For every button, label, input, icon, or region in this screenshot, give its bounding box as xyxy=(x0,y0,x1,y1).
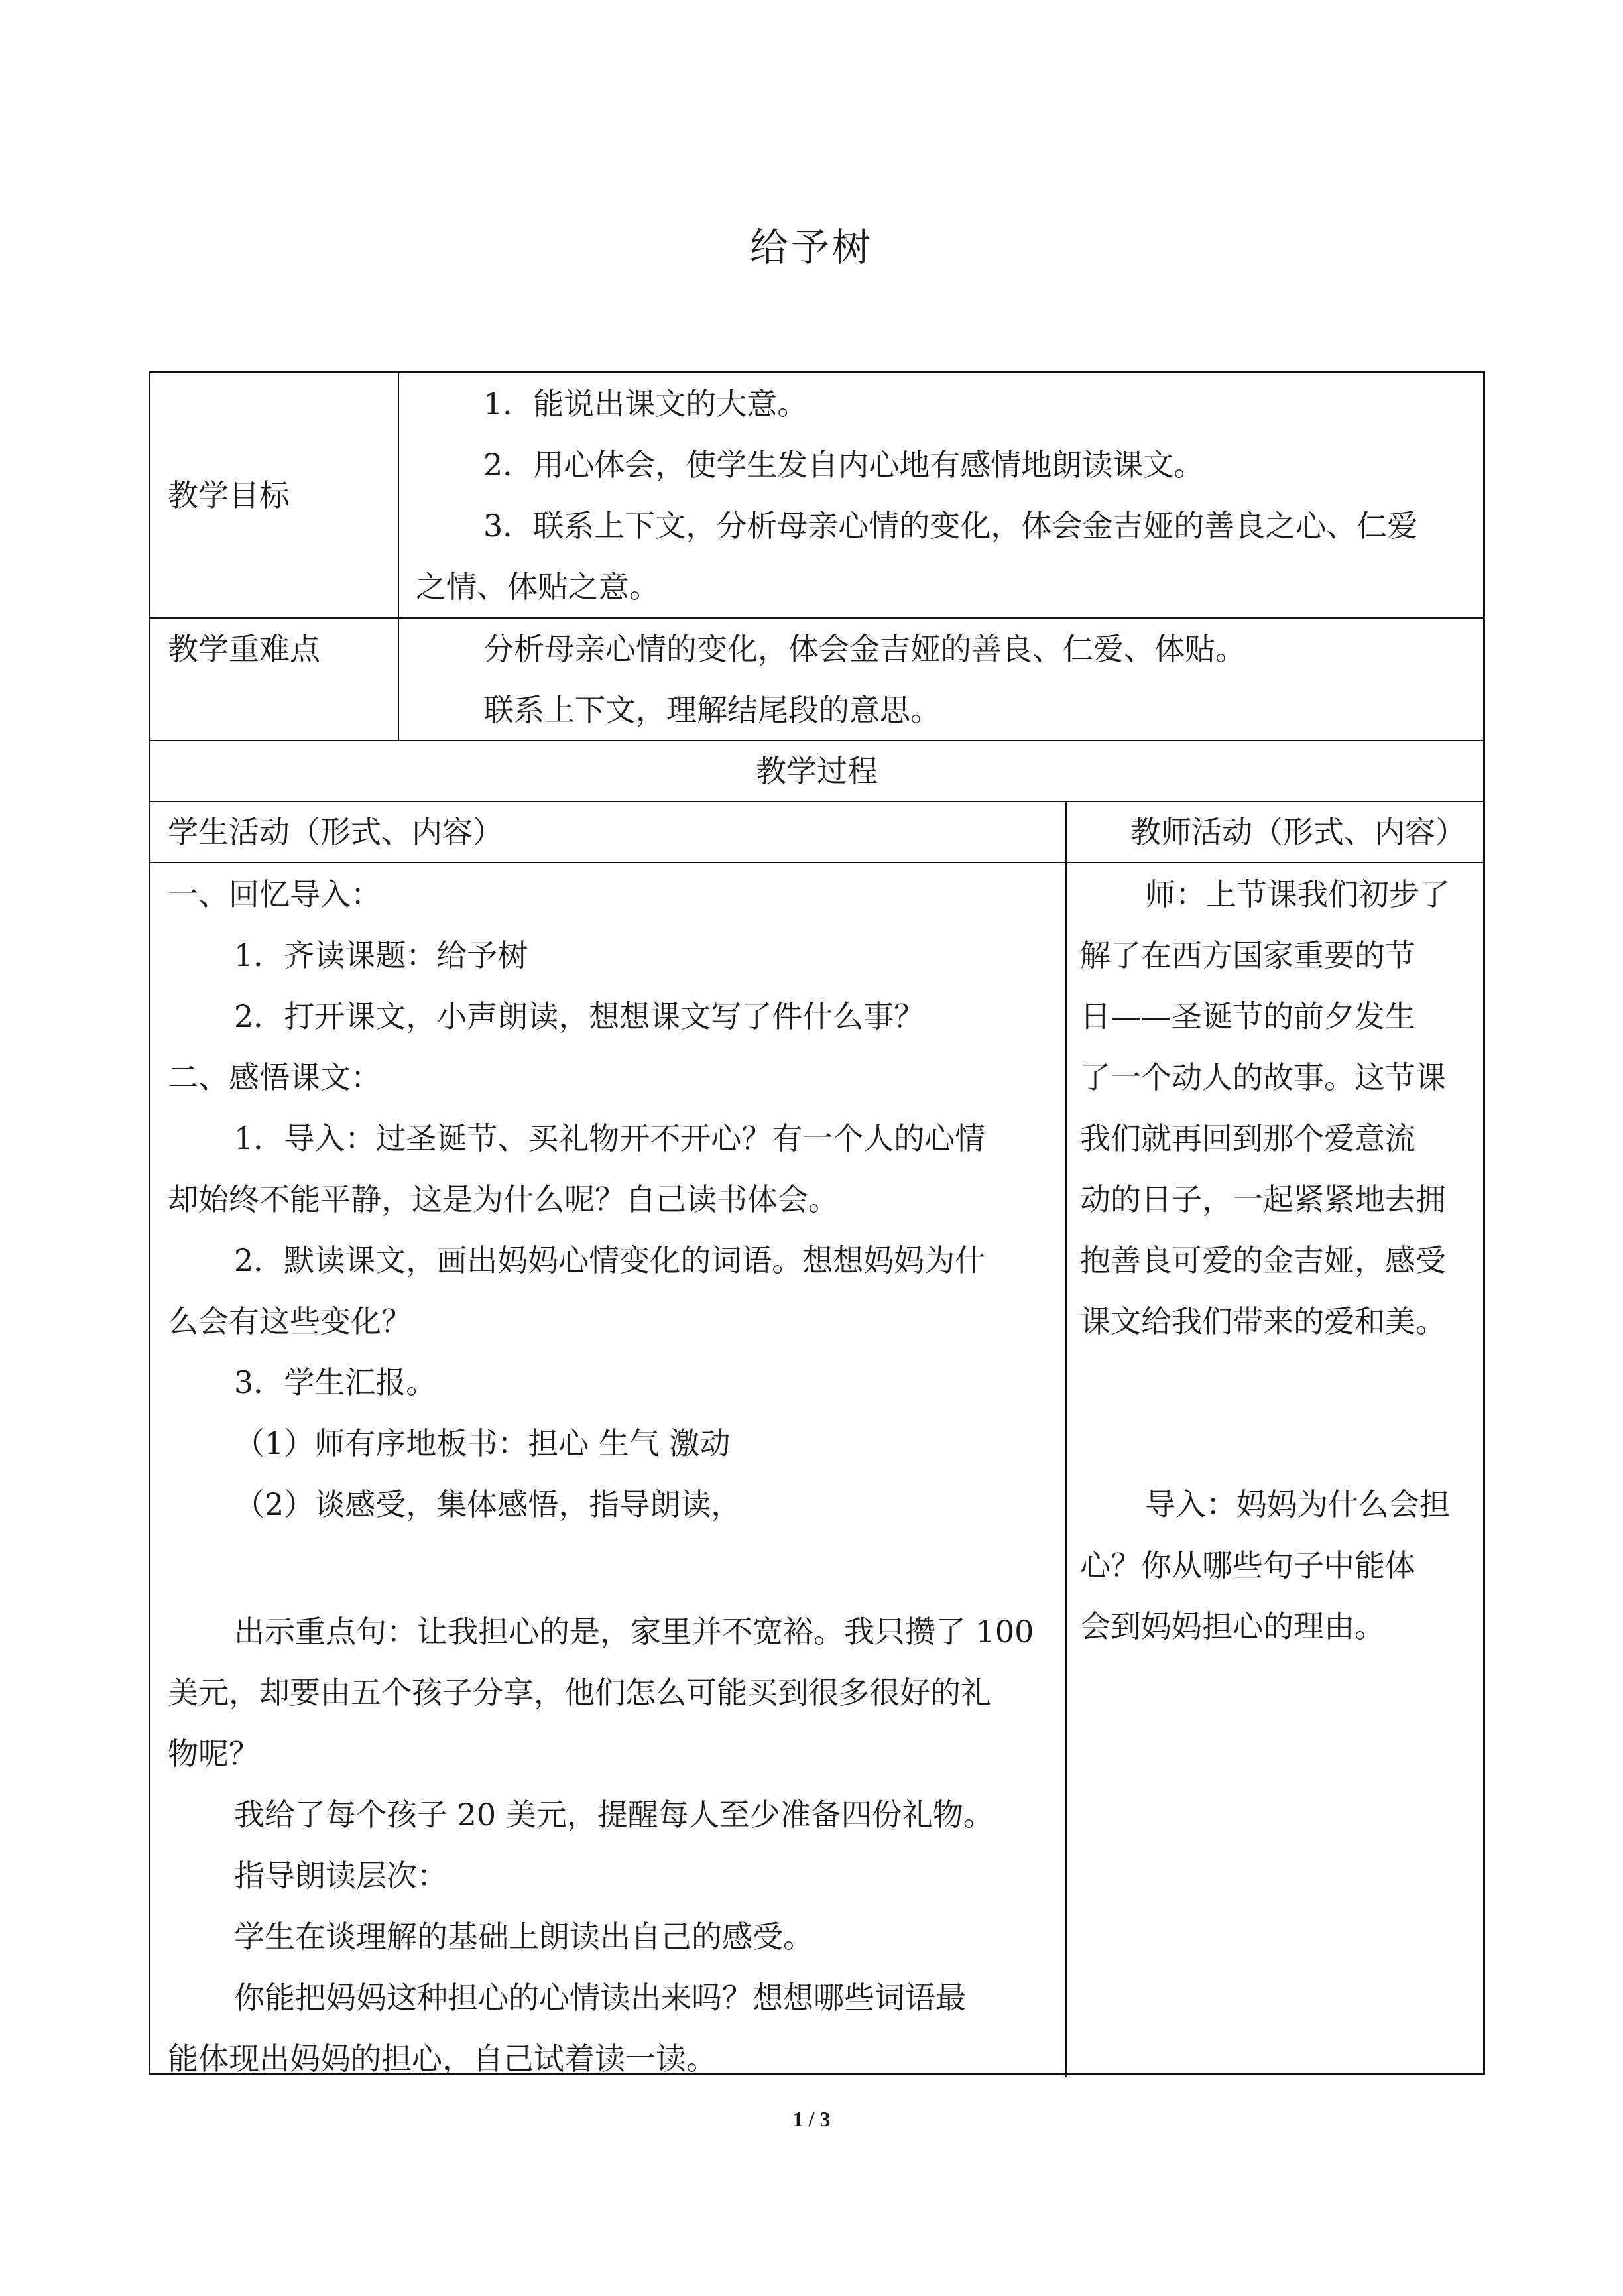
objective-item: 1．能说出课文的大意。 xyxy=(483,386,808,422)
student-line: 指导朗读层次： xyxy=(234,1858,448,1894)
student-line: 物呢？ xyxy=(168,1736,259,1772)
page-number: 1 / 3 xyxy=(792,2107,831,2131)
student-line: 3．学生汇报。 xyxy=(234,1364,437,1400)
student-line: 2．默读课文，画出妈妈心情变化的词语。想想妈妈为什 xyxy=(234,1242,986,1278)
student-line: 出示重点句：让我担心的是，家里并不宽裕。我只攒了 100 xyxy=(234,1614,1034,1650)
student-line: 学生在谈理解的基础上朗读出自己的感受。 xyxy=(234,1919,813,1955)
teacher-line: 师：上节课我们初步了 xyxy=(1145,876,1450,912)
student-line: 一、回忆导入： xyxy=(168,876,381,912)
objective-item: 之情、体贴之意。 xyxy=(416,569,660,605)
teacher-line: 导入：妈妈为什么会担 xyxy=(1145,1486,1450,1522)
document-title: 给予树 xyxy=(749,225,873,270)
student-line: 二、感悟课文： xyxy=(168,1059,381,1095)
objectives-label: 教学目标 xyxy=(168,477,290,513)
key-points-label: 教学重难点 xyxy=(168,631,320,667)
student-line: 我给了每个孩子 20 美元，提醒每人至少准备四份礼物。 xyxy=(234,1797,994,1833)
student-line: 1．齐读课题：给予树 xyxy=(234,937,528,973)
student-line: 美元，却要由五个孩子分享，他们怎么可能买到很多很好的礼 xyxy=(168,1675,991,1711)
divider-label-column xyxy=(398,373,399,740)
teacher-line: 课文给我们带来的爱和美。 xyxy=(1080,1303,1446,1339)
teacher-activity-header: 教师活动（形式、内容） xyxy=(1130,814,1466,850)
process-heading: 教学过程 xyxy=(756,753,878,789)
teacher-line: 会到妈妈担心的理由。 xyxy=(1080,1608,1385,1644)
key-point-item: 分析母亲心情的变化，体会金吉娅的善良、仁爱、体贴。 xyxy=(483,631,1246,667)
teacher-line: 抱善良可爱的金吉娅，感受 xyxy=(1080,1242,1446,1278)
key-point-item: 联系上下文，理解结尾段的意思。 xyxy=(483,692,941,728)
divider-student-teacher xyxy=(1065,801,1067,2077)
student-line: （1）师有序地板书：担心 生气 激动 xyxy=(234,1425,731,1461)
teacher-line: 解了在西方国家重要的节 xyxy=(1080,937,1415,973)
student-line: 却始终不能平静，这是为什么呢？自己读书体会。 xyxy=(168,1181,839,1217)
teacher-line: 日——圣诞节的前夕发生 xyxy=(1080,998,1415,1034)
student-line: 你能把妈妈这种担心的心情读出来吗？想想哪些词语最 xyxy=(234,1980,966,2016)
teacher-line: 我们就再回到那个爱意流 xyxy=(1080,1120,1415,1156)
objective-item: 3．联系上下文，分析母亲心情的变化，体会金吉娅的善良之心、仁爱 xyxy=(483,508,1418,544)
teacher-line: 动的日子，一起紧紧地去拥 xyxy=(1080,1181,1446,1217)
student-line: 2．打开课文，小声朗读，想想课文写了件什么事？ xyxy=(234,998,925,1034)
teacher-line: 心？你从哪些句子中能体 xyxy=(1080,1547,1415,1583)
lesson-plan-table xyxy=(149,371,1485,2075)
objective-item: 2．用心体会，使学生发自内心地有感情地朗读课文。 xyxy=(483,447,1205,483)
student-line: 能体现出妈妈的担心，自己试着读一读。 xyxy=(168,2041,717,2077)
student-line: （2）谈感受，集体感悟，指导朗读， xyxy=(234,1486,742,1522)
student-activity-header: 学生活动（形式、内容） xyxy=(168,814,503,850)
student-line: 么会有这些变化？ xyxy=(168,1303,412,1339)
student-line: 1．导入：过圣诞节、买礼物开不开心？有一个人的心情 xyxy=(234,1120,986,1156)
teacher-line: 了一个动人的故事。这节课 xyxy=(1080,1059,1446,1095)
